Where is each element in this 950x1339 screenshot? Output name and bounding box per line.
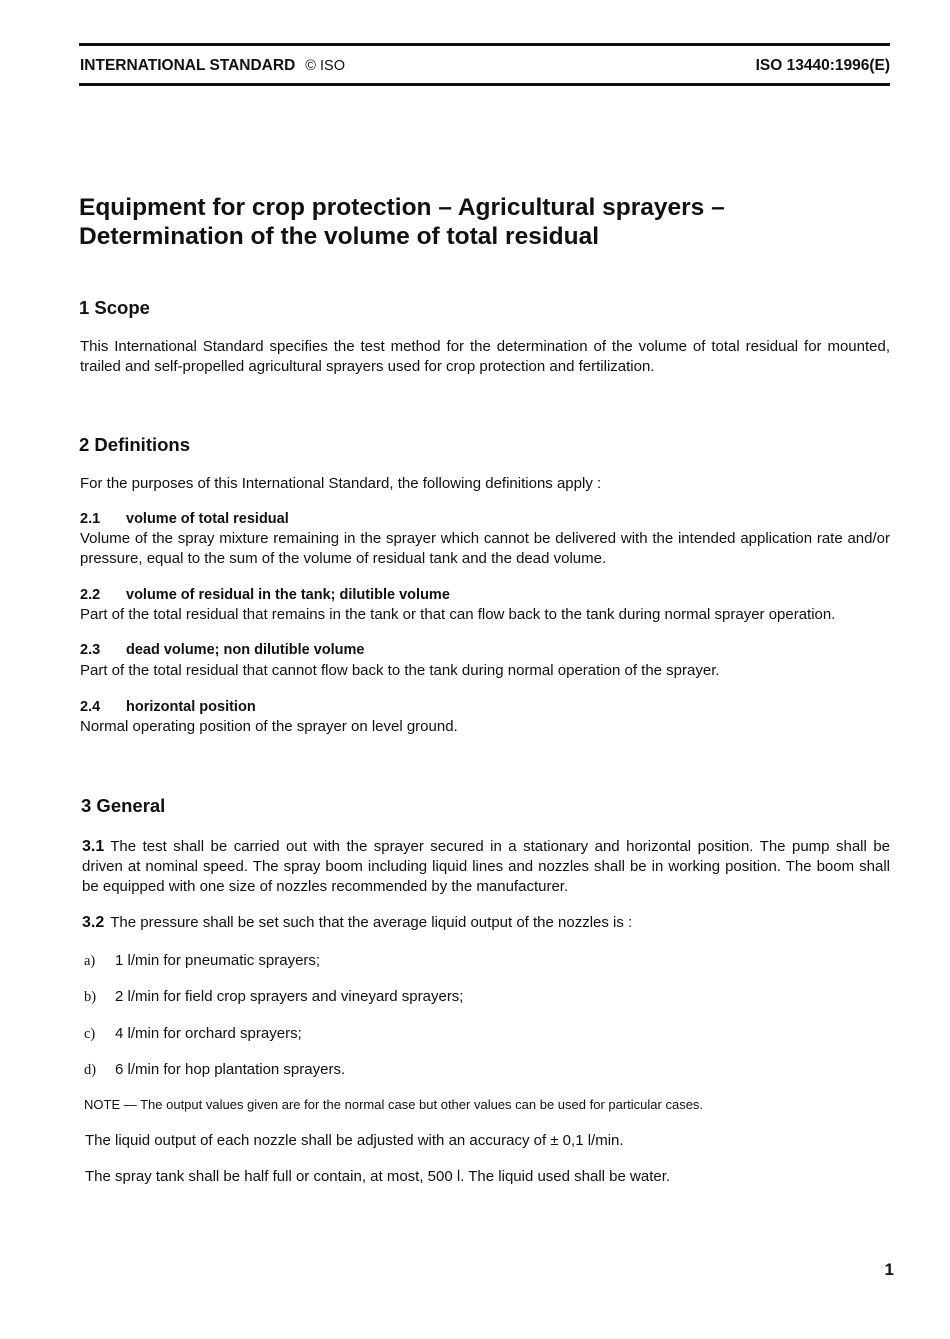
definition-2-4-text: Normal operating position of the sprayer on level ground. (80, 718, 458, 735)
list-item (84, 1061, 345, 1079)
clause-number: 3.2 (82, 914, 105, 931)
definition-2-2-text: Part of the total residual that remains in the tank or that can flow back to the tank during normal sprayer operation. (80, 606, 836, 623)
definition-2-3-heading (80, 642, 364, 658)
standard-label: INTERNATIONAL STANDARD (80, 57, 296, 74)
title-line-1: Equipment for crop protection – Agricultural sprayers – (79, 194, 725, 221)
header-top-rule (79, 43, 890, 46)
definition-2-4-heading (80, 699, 256, 715)
definitions-heading: 2 Definitions (79, 434, 191, 455)
definition-number: 2.3 (80, 642, 101, 658)
title-line-2: Determination of the volume of total residual (79, 223, 600, 250)
definition-term: volume of total residual (126, 511, 289, 527)
accuracy-text: The liquid output of each nozzle shall be adjusted with an accuracy of ± 0,1 l/min. (85, 1132, 624, 1149)
clause-text: The test shall be carried out with the sprayer secured in a stationary and horizontal position. The pump shall be driven at nominal speed. The spray boom including liquid lines and nozzles shall be in working position. The boom shall be equipped with one size of nozzles recommended by the manufacturer. (82, 838, 890, 895)
scope-text: This International Standard specifies the test method for the determination of the volume of total residual for mounted, trailed and self-propelled agricultural sprayers used for crop protection and fertilization. (80, 338, 890, 375)
definition-2-1-heading (80, 511, 289, 527)
document-id: ISO 13440:1996(E) (755, 57, 890, 74)
copyright-label: © ISO (305, 58, 345, 74)
clause-number: 3.1 (82, 838, 105, 855)
list-item (84, 952, 320, 970)
list-item (84, 1025, 302, 1043)
list-marker: b) (84, 989, 97, 1005)
header-left (80, 57, 345, 75)
list-marker: a) (84, 953, 96, 969)
definitions-intro: For the purposes of this International Standard, the following definitions apply : (80, 475, 602, 492)
note-text: NOTE — The output values given are for the normal case but other values can be used for particular cases. (84, 1097, 704, 1112)
definition-2-1-text: Volume of the spray mixture remaining in the sprayer which cannot be delivered with the intended application rate and/or pressure, equal to the sum of the volume of residual tank and the dead volume. (80, 530, 890, 567)
clause-3-2 (82, 913, 890, 933)
document-title (79, 193, 725, 251)
definition-2-2-heading (80, 587, 450, 603)
definition-number: 2.4 (80, 699, 101, 715)
tank-text: The spray tank shall be half full or contain, at most, 500 l. The liquid used shall be water. (85, 1168, 671, 1185)
definition-number: 2.2 (80, 587, 101, 603)
list-item (84, 988, 463, 1006)
definition-term: volume of residual in the tank; dilutible volume (126, 587, 450, 603)
list-marker: c) (84, 1026, 96, 1042)
clause-3-1 (82, 837, 890, 897)
scope-heading: 1 Scope (79, 297, 150, 318)
header-bottom-rule (79, 83, 890, 86)
definition-term: dead volume; non dilutible volume (126, 642, 365, 658)
list-text: 2 l/min for field crop sprayers and vineyard sprayers; (115, 988, 464, 1005)
definition-number: 2.1 (80, 511, 101, 527)
page-number: 1 (884, 1260, 894, 1279)
list-text: 4 l/min for orchard sprayers; (115, 1025, 302, 1042)
list-marker: d) (84, 1062, 97, 1078)
definition-term: horizontal position (126, 699, 256, 715)
list-text: 1 l/min for pneumatic sprayers; (115, 952, 321, 969)
list-text: 6 l/min for hop plantation sprayers. (115, 1061, 346, 1078)
definition-2-3-text: Part of the total residual that cannot flow back to the tank during normal operation of the sprayer. (80, 662, 720, 679)
clause-text: The pressure shall be set such that the average liquid output of the nozzles is : (110, 914, 633, 931)
general-heading: 3 General (81, 795, 166, 816)
